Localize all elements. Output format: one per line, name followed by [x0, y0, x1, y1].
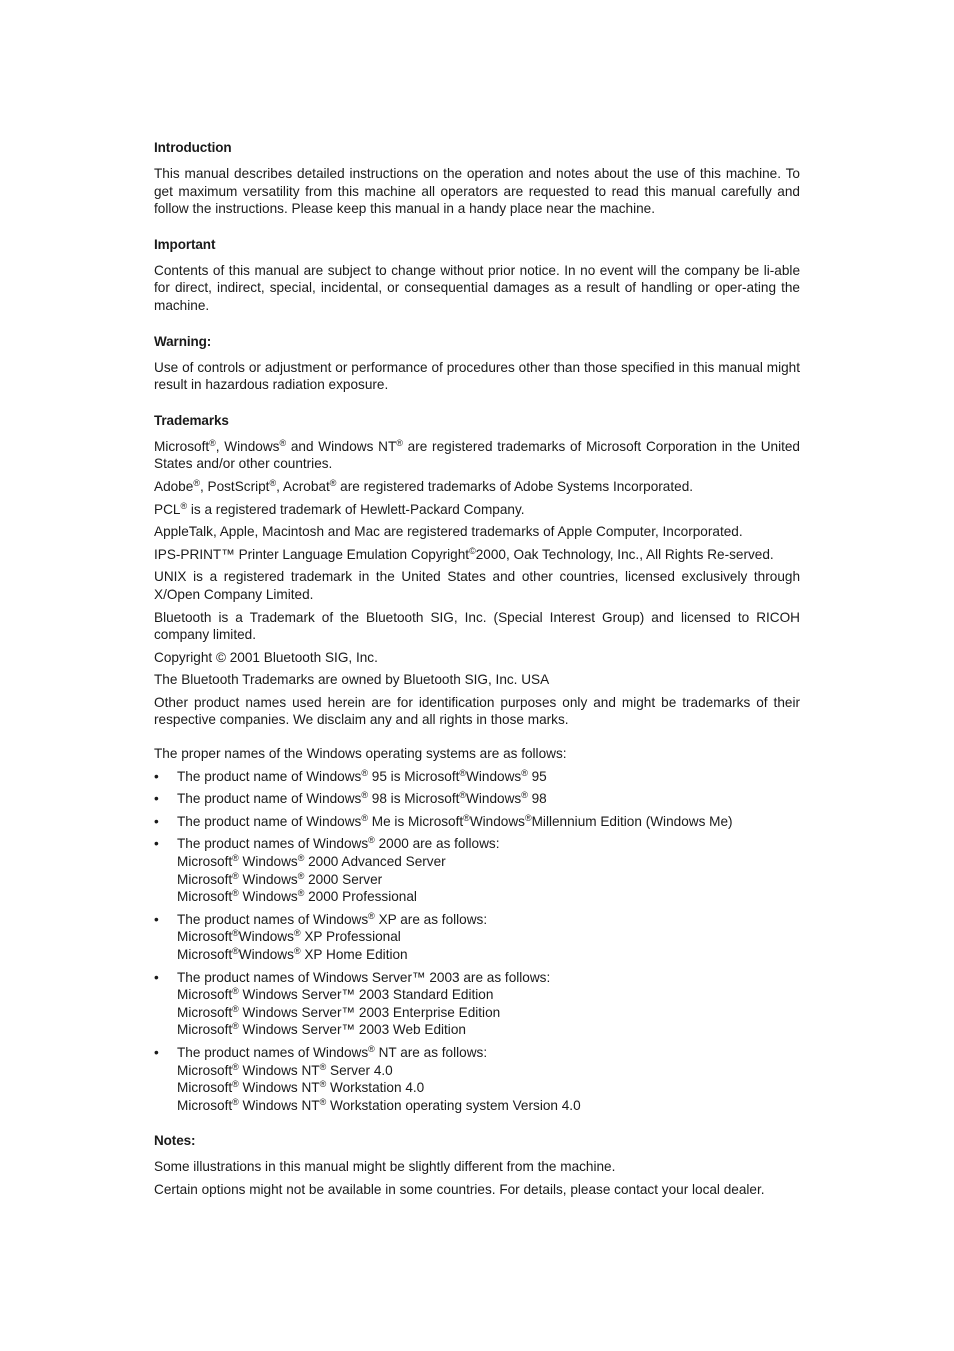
list-item: • The product name of Windows® 98 is Microsoft®Windows® 98 — [154, 790, 547, 807]
list-item: • The product name of Windows® 95 is Microsoft®Windows® 95 — [154, 767, 547, 784]
important-heading: Important — [154, 236, 216, 252]
bullet-icon: • — [154, 969, 159, 985]
trademark-other: Other product names used herein are for identification purposes only and might be trademarks of their respective companies. We disclaim any and all rights in those marks. — [154, 694, 800, 728]
trademarks-section — [154, 412, 800, 729]
list-item: • The product names of Windows® 2000 are as follows: Microsoft® Windows® 2000 Advanced Server Microsoft® Windows® 2000 Server Microsoft® Windows® 2000 Professional — [154, 835, 500, 905]
introduction-section — [154, 139, 800, 218]
windows-names-intro: The proper names of the Windows operating systems are as follows: — [154, 746, 567, 762]
warning-section — [154, 333, 800, 394]
trademark-pcl: PCL® is a registered trademark of Hewlett-Packard Company. — [154, 500, 525, 517]
list-item: • The product names of Windows® NT are as follows: Microsoft® Windows NT® Server 4.0 Microsoft® Windows NT® Workstation 4.0 Microsoft® Windows NT® Workstation operating system Version 4.0 — [154, 1043, 581, 1113]
bullet-icon: • — [154, 836, 159, 852]
warning-text: Use of controls or adjustment or performance of procedures other than those specified in this manual might result in hazardous radiation exposure. — [154, 359, 800, 393]
list-item: • The product names of Windows Server™ 2003 are as follows: Microsoft® Windows Server™ 2003 Standard Edition Microsoft® Windows Server™ 2003 Enterprise Edition Microsoft® Windows Server™ 2003 Web Edition — [154, 969, 551, 1038]
important-section — [154, 236, 800, 315]
bullet-icon: • — [154, 813, 159, 829]
bullet-icon: • — [154, 791, 159, 807]
trademarks-heading: Trademarks — [154, 412, 229, 428]
list-item: • The product name of Windows® Me is Microsoft®Windows®Millennium Edition (Windows Me) — [154, 812, 733, 829]
windows-names-section — [154, 745, 800, 1114]
bullet-icon: • — [154, 1044, 159, 1060]
introduction-text: This manual describes detailed instructions on the operation and notes about the use of this machine. To get maximum versatility from this machine all operators are requested to read this manual carefully and follow the instructions. Please keep this manual in a handy place near the machine. — [154, 166, 800, 217]
trademark-apple: AppleTalk, Apple, Macintosh and Mac are registered trademarks of Apple Computer, Incorporated. — [154, 524, 743, 540]
list-item: • The product names of Windows® XP are as follows: Microsoft®Windows® XP Professional Microsoft®Windows® XP Home Edition — [154, 910, 488, 962]
bullet-icon: • — [154, 768, 159, 784]
trademark-adobe: Adobe®, PostScript®, Acrobat® are registered trademarks of Adobe Systems Incorporated. — [154, 477, 694, 494]
notes-line-1: Some illustrations in this manual might be slightly different from the machine. — [154, 1159, 616, 1175]
trademark-ips-print: IPS-PRINT™ Printer Language Emulation Copyright©2000, Oak Technology, Inc., All Rights Re-served. — [154, 545, 774, 562]
notes-heading: Notes: — [154, 1133, 196, 1149]
bluetooth-copyright: Copyright © 2001 Bluetooth SIG, Inc. — [154, 649, 378, 665]
bullet-icon: • — [154, 911, 159, 927]
page-content — [154, 139, 800, 1199]
bluetooth-ownership: The Bluetooth Trademarks are owned by Bluetooth SIG, Inc. USA — [154, 672, 550, 688]
important-text: Contents of this manual are subject to change without prior notice. In no event will the company be li-able for direct, indirect, special, incidental, or consequential damages as a result of handling or oper-ating the machine. — [154, 262, 800, 313]
trademark-microsoft: Microsoft®, Windows® and Windows NT® are registered trademarks of Microsoft Corporation in the United States and/or other countries. — [154, 437, 800, 472]
notes-line-2: Certain options might not be available in some countries. For details, please contact your local dealer. — [154, 1181, 765, 1197]
warning-heading: Warning: — [154, 333, 212, 349]
trademark-bluetooth: Bluetooth is a Trademark of the Bluetooth SIG, Inc. (Special Interest Group) and licensed to RICOH company limited. — [154, 609, 800, 643]
windows-names-list — [154, 768, 800, 1115]
notes-section — [154, 1132, 800, 1198]
trademark-unix: UNIX is a registered trademark in the United States and other countries, licensed exclusively through X/Open Company Limited. — [154, 569, 800, 602]
spacer — [154, 729, 800, 745]
introduction-heading: Introduction — [154, 140, 232, 155]
